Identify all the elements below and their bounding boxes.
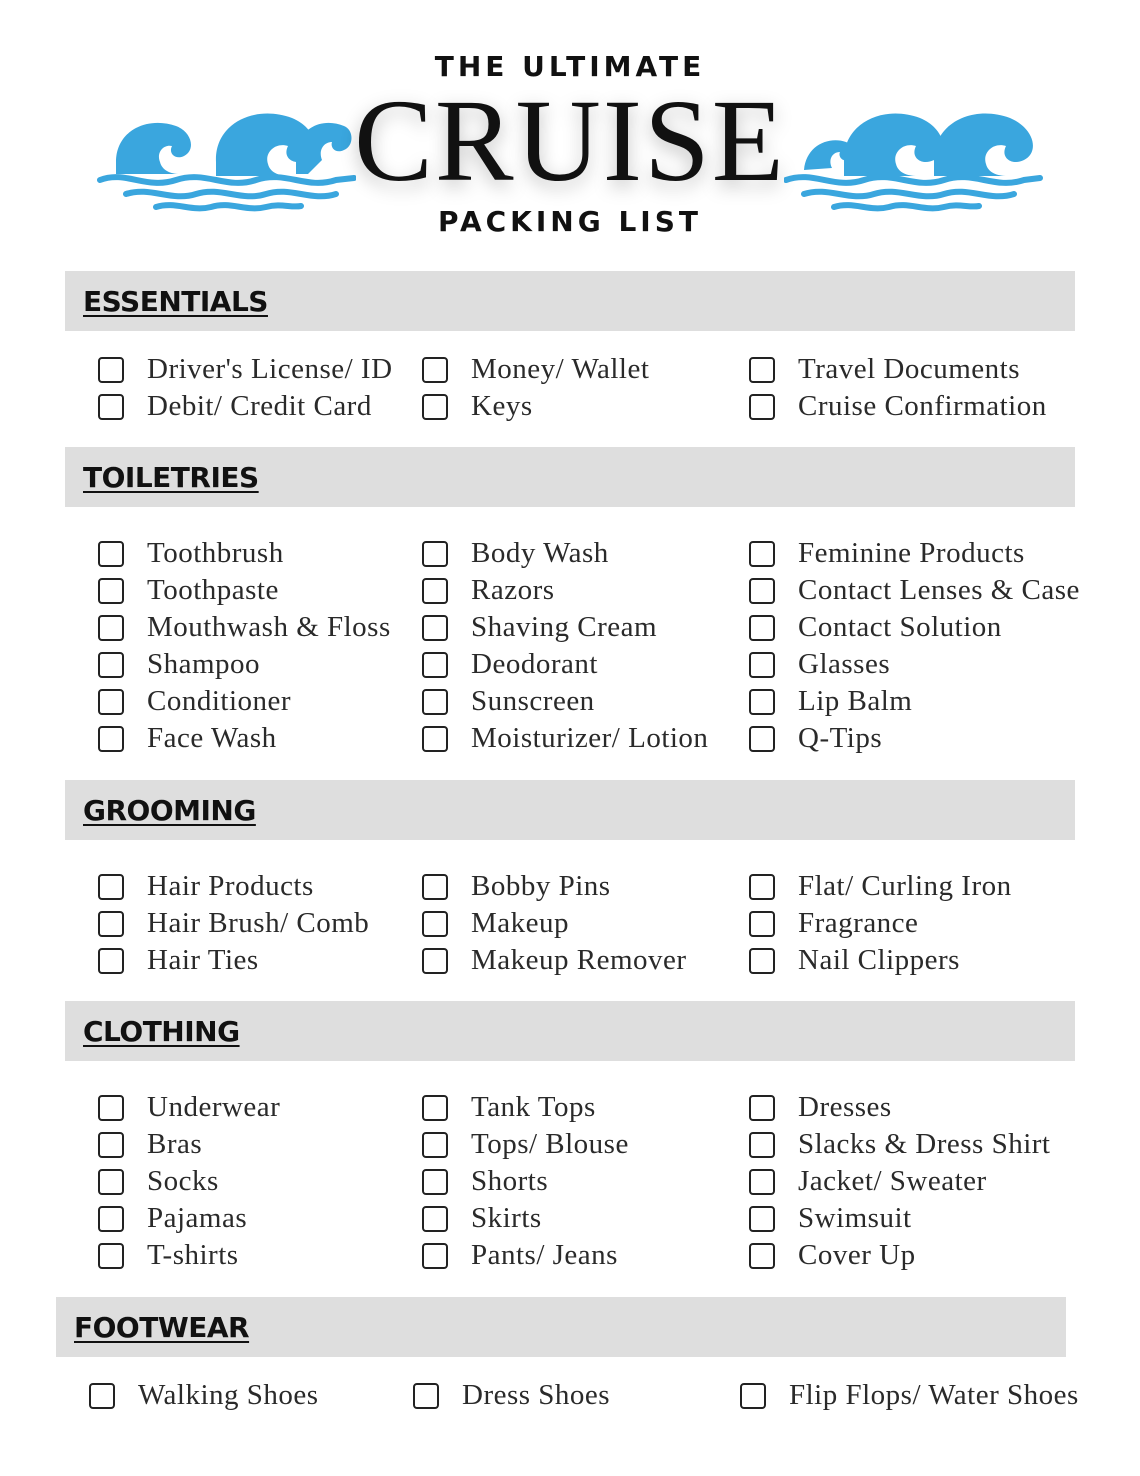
page-header [0, 0, 1140, 260]
item-label: Shaving Cream [471, 611, 658, 643]
checklist-item[interactable] [98, 683, 391, 720]
checklist-item[interactable] [98, 942, 369, 979]
checkbox[interactable] [98, 1243, 124, 1269]
checklist-item[interactable] [749, 535, 1080, 572]
checklist-item[interactable] [749, 942, 1012, 979]
checkbox[interactable] [749, 726, 775, 752]
item-label: Dress Shoes [462, 1379, 611, 1411]
checkbox[interactable] [749, 1132, 775, 1158]
checklist-item[interactable] [749, 609, 1080, 646]
item-label: Hair Products [147, 870, 314, 902]
item-label: Money/ Wallet [471, 353, 650, 385]
item-label: Tank Tops [471, 1091, 596, 1123]
checklist-item[interactable] [422, 388, 649, 425]
item-label: Contact Solution [798, 611, 1002, 643]
checklist-item[interactable] [98, 1089, 280, 1126]
header-top-line: THE ULTIMATE [434, 50, 706, 83]
checklist-item[interactable] [98, 535, 391, 572]
checklist-item[interactable] [749, 868, 1012, 905]
item-label: Tops/ Blouse [471, 1128, 629, 1160]
item-label: Glasses [798, 648, 891, 680]
section-title: GROOMING [83, 793, 256, 827]
item-label: Socks [147, 1165, 219, 1197]
checklist-item[interactable] [749, 388, 1047, 425]
item-label: Dresses [798, 1091, 892, 1123]
item-label: Pants/ Jeans [471, 1239, 618, 1271]
checkbox[interactable] [749, 1095, 775, 1121]
checkbox[interactable] [749, 652, 775, 678]
item-label: Moisturizer/ Lotion [471, 722, 709, 754]
item-label: Fragrance [798, 907, 919, 939]
checkbox[interactable] [749, 1169, 775, 1195]
checkbox[interactable] [422, 1206, 448, 1232]
checkbox[interactable] [749, 874, 775, 900]
checklist-item[interactable] [89, 1377, 319, 1414]
clothing-column-1 [98, 1089, 280, 1274]
checklist-item[interactable] [98, 1126, 280, 1163]
checkbox[interactable] [422, 541, 448, 567]
checkbox[interactable] [422, 357, 448, 383]
essentials-column-1 [98, 351, 393, 425]
checkbox[interactable] [98, 541, 124, 567]
checkbox[interactable] [422, 652, 448, 678]
checkbox[interactable] [422, 874, 448, 900]
checkbox[interactable] [422, 578, 448, 604]
grooming-column-1 [98, 868, 369, 979]
checkbox[interactable] [749, 911, 775, 937]
checklist-item[interactable] [422, 1126, 629, 1163]
checklist-item[interactable] [422, 1237, 629, 1274]
checklist-item[interactable] [749, 683, 1080, 720]
checkbox[interactable] [422, 1169, 448, 1195]
header-bottom-line: PACKING LIST [438, 205, 702, 238]
item-label: Bobby Pins [471, 870, 611, 902]
item-label: Shorts [471, 1165, 549, 1197]
checklist-item[interactable] [422, 535, 708, 572]
checkbox[interactable] [98, 652, 124, 678]
checklist-item[interactable] [98, 572, 391, 609]
checklist-item[interactable] [422, 683, 708, 720]
checkbox[interactable] [422, 394, 448, 420]
section-header-footwear [56, 1297, 1066, 1357]
checklist-item[interactable] [749, 1200, 1050, 1237]
toiletries-column-3 [749, 535, 1080, 757]
checkbox[interactable] [98, 948, 124, 974]
item-label: Travel Documents [798, 353, 1020, 385]
clothing-column-2 [422, 1089, 629, 1274]
item-label: Skirts [471, 1202, 542, 1234]
section-title: FOOTWEAR [74, 1310, 250, 1344]
checklist-item[interactable] [749, 646, 1080, 683]
checklist-item[interactable] [422, 609, 708, 646]
checklist-item[interactable] [749, 905, 1012, 942]
item-label: Hair Ties [147, 944, 259, 976]
footwear-column-2 [413, 1377, 610, 1414]
checklist-item[interactable] [98, 1200, 280, 1237]
item-label: Shampoo [147, 648, 261, 680]
item-label: T-shirts [147, 1239, 239, 1271]
checkbox[interactable] [98, 1169, 124, 1195]
toiletries-column-1 [98, 535, 391, 757]
section-header-grooming [65, 780, 1075, 840]
checkbox[interactable] [749, 1243, 775, 1269]
item-label: Driver's License/ ID [147, 353, 393, 385]
checkbox[interactable] [422, 911, 448, 937]
grooming-column-2 [422, 868, 687, 979]
item-label: Mouthwash & Floss [147, 611, 391, 643]
item-label: Toothpaste [147, 574, 279, 606]
checklist-item[interactable] [422, 646, 708, 683]
checkbox[interactable] [89, 1383, 115, 1409]
checklist-item[interactable] [749, 720, 1080, 757]
checkbox[interactable] [98, 578, 124, 604]
toiletries-column-2 [422, 535, 708, 757]
checkbox[interactable] [98, 357, 124, 383]
item-label: Makeup Remover [471, 944, 687, 976]
item-label: Lip Balm [798, 685, 913, 717]
checkbox[interactable] [98, 689, 124, 715]
checklist-item[interactable] [98, 646, 391, 683]
checklist-item[interactable] [749, 1089, 1050, 1126]
checklist-item[interactable] [98, 868, 369, 905]
section-header-toiletries [65, 447, 1075, 507]
checklist-item[interactable] [422, 720, 708, 757]
item-label: Flip Flops/ Water Shoes [789, 1379, 1079, 1411]
item-label: Cover Up [798, 1239, 916, 1271]
checklist-item[interactable] [422, 1089, 629, 1126]
checkbox[interactable] [422, 1132, 448, 1158]
checkbox[interactable] [422, 689, 448, 715]
checkbox[interactable] [413, 1383, 439, 1409]
checkbox[interactable] [98, 726, 124, 752]
checklist-item[interactable] [98, 609, 391, 646]
checkbox[interactable] [749, 689, 775, 715]
item-label: Conditioner [147, 685, 292, 717]
item-label: Nail Clippers [798, 944, 960, 976]
checkbox[interactable] [98, 1206, 124, 1232]
item-label: Jacket/ Sweater [798, 1165, 987, 1197]
section-title: TOILETRIES [83, 460, 259, 494]
checklist-item[interactable] [740, 1377, 1079, 1414]
checkbox[interactable] [98, 394, 124, 420]
item-label: Makeup [471, 907, 570, 939]
checklist-item[interactable] [98, 720, 391, 757]
checklist-item[interactable] [749, 1163, 1050, 1200]
checklist-item[interactable] [98, 1163, 280, 1200]
header-main-title: CRUISE [354, 75, 786, 206]
checkbox[interactable] [422, 948, 448, 974]
checklist-item[interactable] [422, 1200, 629, 1237]
checkbox[interactable] [749, 357, 775, 383]
essentials-column-3 [749, 351, 1047, 425]
checkbox[interactable] [749, 948, 775, 974]
item-label: Flat/ Curling Iron [798, 870, 1012, 902]
grooming-column-3 [749, 868, 1012, 979]
item-label: Bras [147, 1128, 203, 1160]
section-title: ESSENTIALS [83, 284, 268, 318]
item-label: Debit/ Credit Card [147, 390, 372, 422]
item-label: Keys [471, 390, 533, 422]
essentials-column-2 [422, 351, 649, 425]
footwear-column-3 [740, 1377, 1079, 1414]
checkbox[interactable] [98, 615, 124, 641]
checklist-item[interactable] [98, 351, 393, 388]
item-label: Hair Brush/ Comb [147, 907, 370, 939]
checkbox[interactable] [749, 541, 775, 567]
item-label: Contact Lenses & Case [798, 574, 1080, 606]
checkbox[interactable] [98, 1132, 124, 1158]
item-label: Feminine Products [798, 537, 1025, 569]
checklist-item[interactable] [749, 572, 1080, 609]
item-label: Cruise Confirmation [798, 390, 1047, 422]
checklist-item[interactable] [98, 1237, 280, 1274]
checkbox[interactable] [422, 726, 448, 752]
item-label: Deodorant [471, 648, 598, 680]
item-label: Body Wash [471, 537, 609, 569]
item-label: Face Wash [147, 722, 277, 754]
item-label: Sunscreen [471, 685, 595, 717]
checkbox[interactable] [749, 1206, 775, 1232]
checklist-item[interactable] [749, 351, 1047, 388]
checklist-item[interactable] [749, 1126, 1050, 1163]
checkbox[interactable] [749, 578, 775, 604]
checklist-item[interactable] [413, 1377, 610, 1414]
checkbox[interactable] [98, 874, 124, 900]
checkbox[interactable] [422, 1243, 448, 1269]
item-label: Q-Tips [798, 722, 883, 754]
checklist-item[interactable] [422, 572, 708, 609]
checkbox[interactable] [749, 394, 775, 420]
checklist-item[interactable] [98, 905, 369, 942]
checklist-item[interactable] [422, 868, 687, 905]
checkbox[interactable] [98, 1095, 124, 1121]
checkbox[interactable] [740, 1383, 766, 1409]
clothing-column-3 [749, 1089, 1050, 1274]
checkbox[interactable] [98, 911, 124, 937]
checklist-item[interactable] [98, 388, 393, 425]
item-label: Slacks & Dress Shirt [798, 1128, 1051, 1160]
section-title: CLOTHING [83, 1014, 240, 1048]
checklist-item[interactable] [422, 351, 649, 388]
item-label: Swimsuit [798, 1202, 912, 1234]
checkbox[interactable] [422, 615, 448, 641]
item-label: Razors [471, 574, 555, 606]
checklist-item[interactable] [749, 1237, 1050, 1274]
checkbox[interactable] [422, 1095, 448, 1121]
section-header-essentials [65, 271, 1075, 331]
item-label: Pajamas [147, 1202, 248, 1234]
checklist-item[interactable] [422, 905, 687, 942]
footwear-column-1 [89, 1377, 319, 1414]
item-label: Walking Shoes [138, 1379, 319, 1411]
checkbox[interactable] [749, 615, 775, 641]
item-label: Toothbrush [147, 537, 284, 569]
checklist-item[interactable] [422, 1163, 629, 1200]
item-label: Underwear [147, 1091, 281, 1123]
section-header-clothing [65, 1001, 1075, 1061]
waves-right-icon [784, 100, 1044, 215]
checklist-item[interactable] [422, 942, 687, 979]
